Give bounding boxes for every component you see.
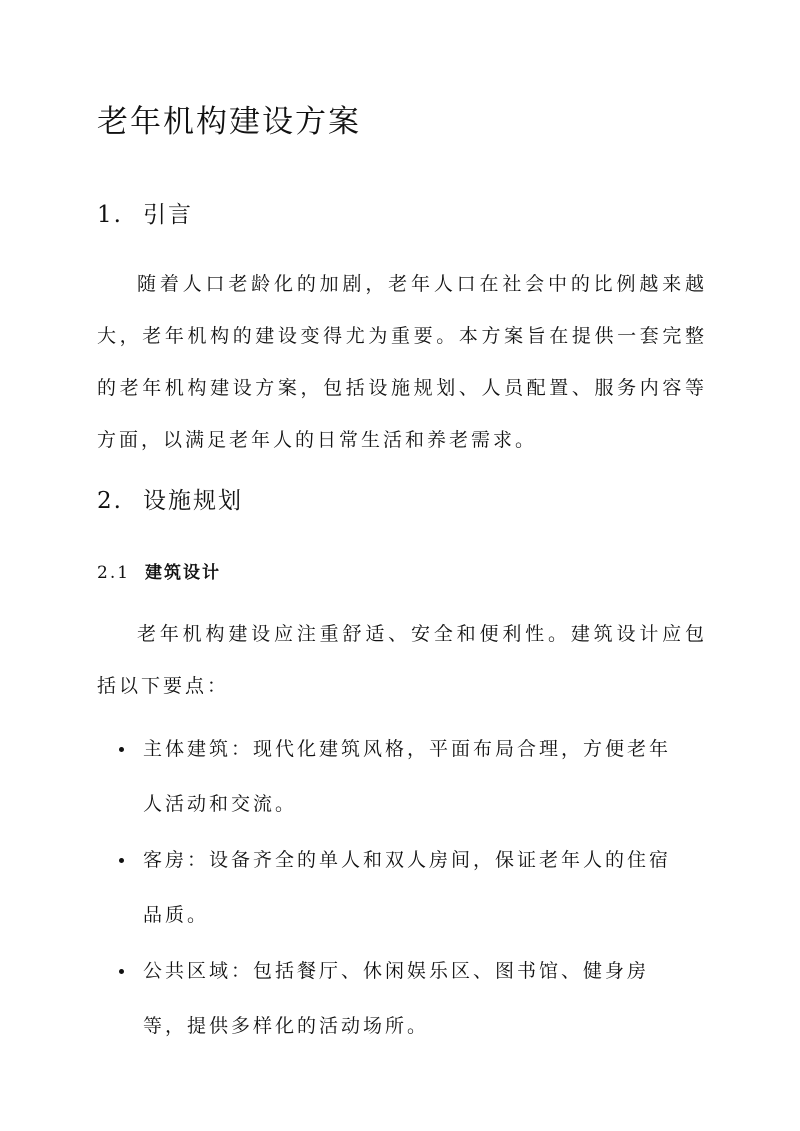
section-heading-facility-planning <box>97 482 243 515</box>
bullet-icon <box>119 969 124 974</box>
list-item-text: 客房：设备齐全的单人和双人房间，保证老年人的住宿品质。 <box>143 849 672 926</box>
section-title: 设施规划 <box>143 488 243 514</box>
building-design-paragraph: 老年机构建设应注重舒适、安全和便利性。建筑设计应包括以下要点： <box>97 623 707 697</box>
subsection-title: 建筑设计 <box>145 563 221 583</box>
list-item-text: 公共区域：包括餐厅、休闲娱乐区、图书馆、健身房等，提供多样化的活动场所。 <box>143 960 650 1037</box>
introduction-paragraph: 随着人口老龄化的加剧，老年人口在社会中的比例越来越大，老年机构的建设变得尤为重要。本方案旨在提供一套完整的老年机构建设方案，包括设施规划、人员配置、服务内容等方面，以满足老年人的日常生活和养老需求。 <box>97 273 707 451</box>
list-item-text: 主体建筑：现代化建筑风格，平面布局合理，方便老年人活动和交流。 <box>143 738 672 815</box>
subsection-number: 2.1 <box>97 563 131 583</box>
section-title: 引言 <box>143 202 193 228</box>
section-number: 1. <box>97 202 123 228</box>
bullet-icon <box>119 858 124 863</box>
document-title: 老年机构建设方案 <box>97 104 361 140</box>
list-item <box>97 944 707 1054</box>
building-design-list <box>97 722 707 1054</box>
section-number: 2. <box>97 488 123 514</box>
bullet-icon <box>119 747 124 752</box>
list-item <box>97 833 707 943</box>
list-item <box>97 722 707 832</box>
subsection-heading-building-design <box>97 558 221 583</box>
section-heading-introduction <box>97 196 193 229</box>
